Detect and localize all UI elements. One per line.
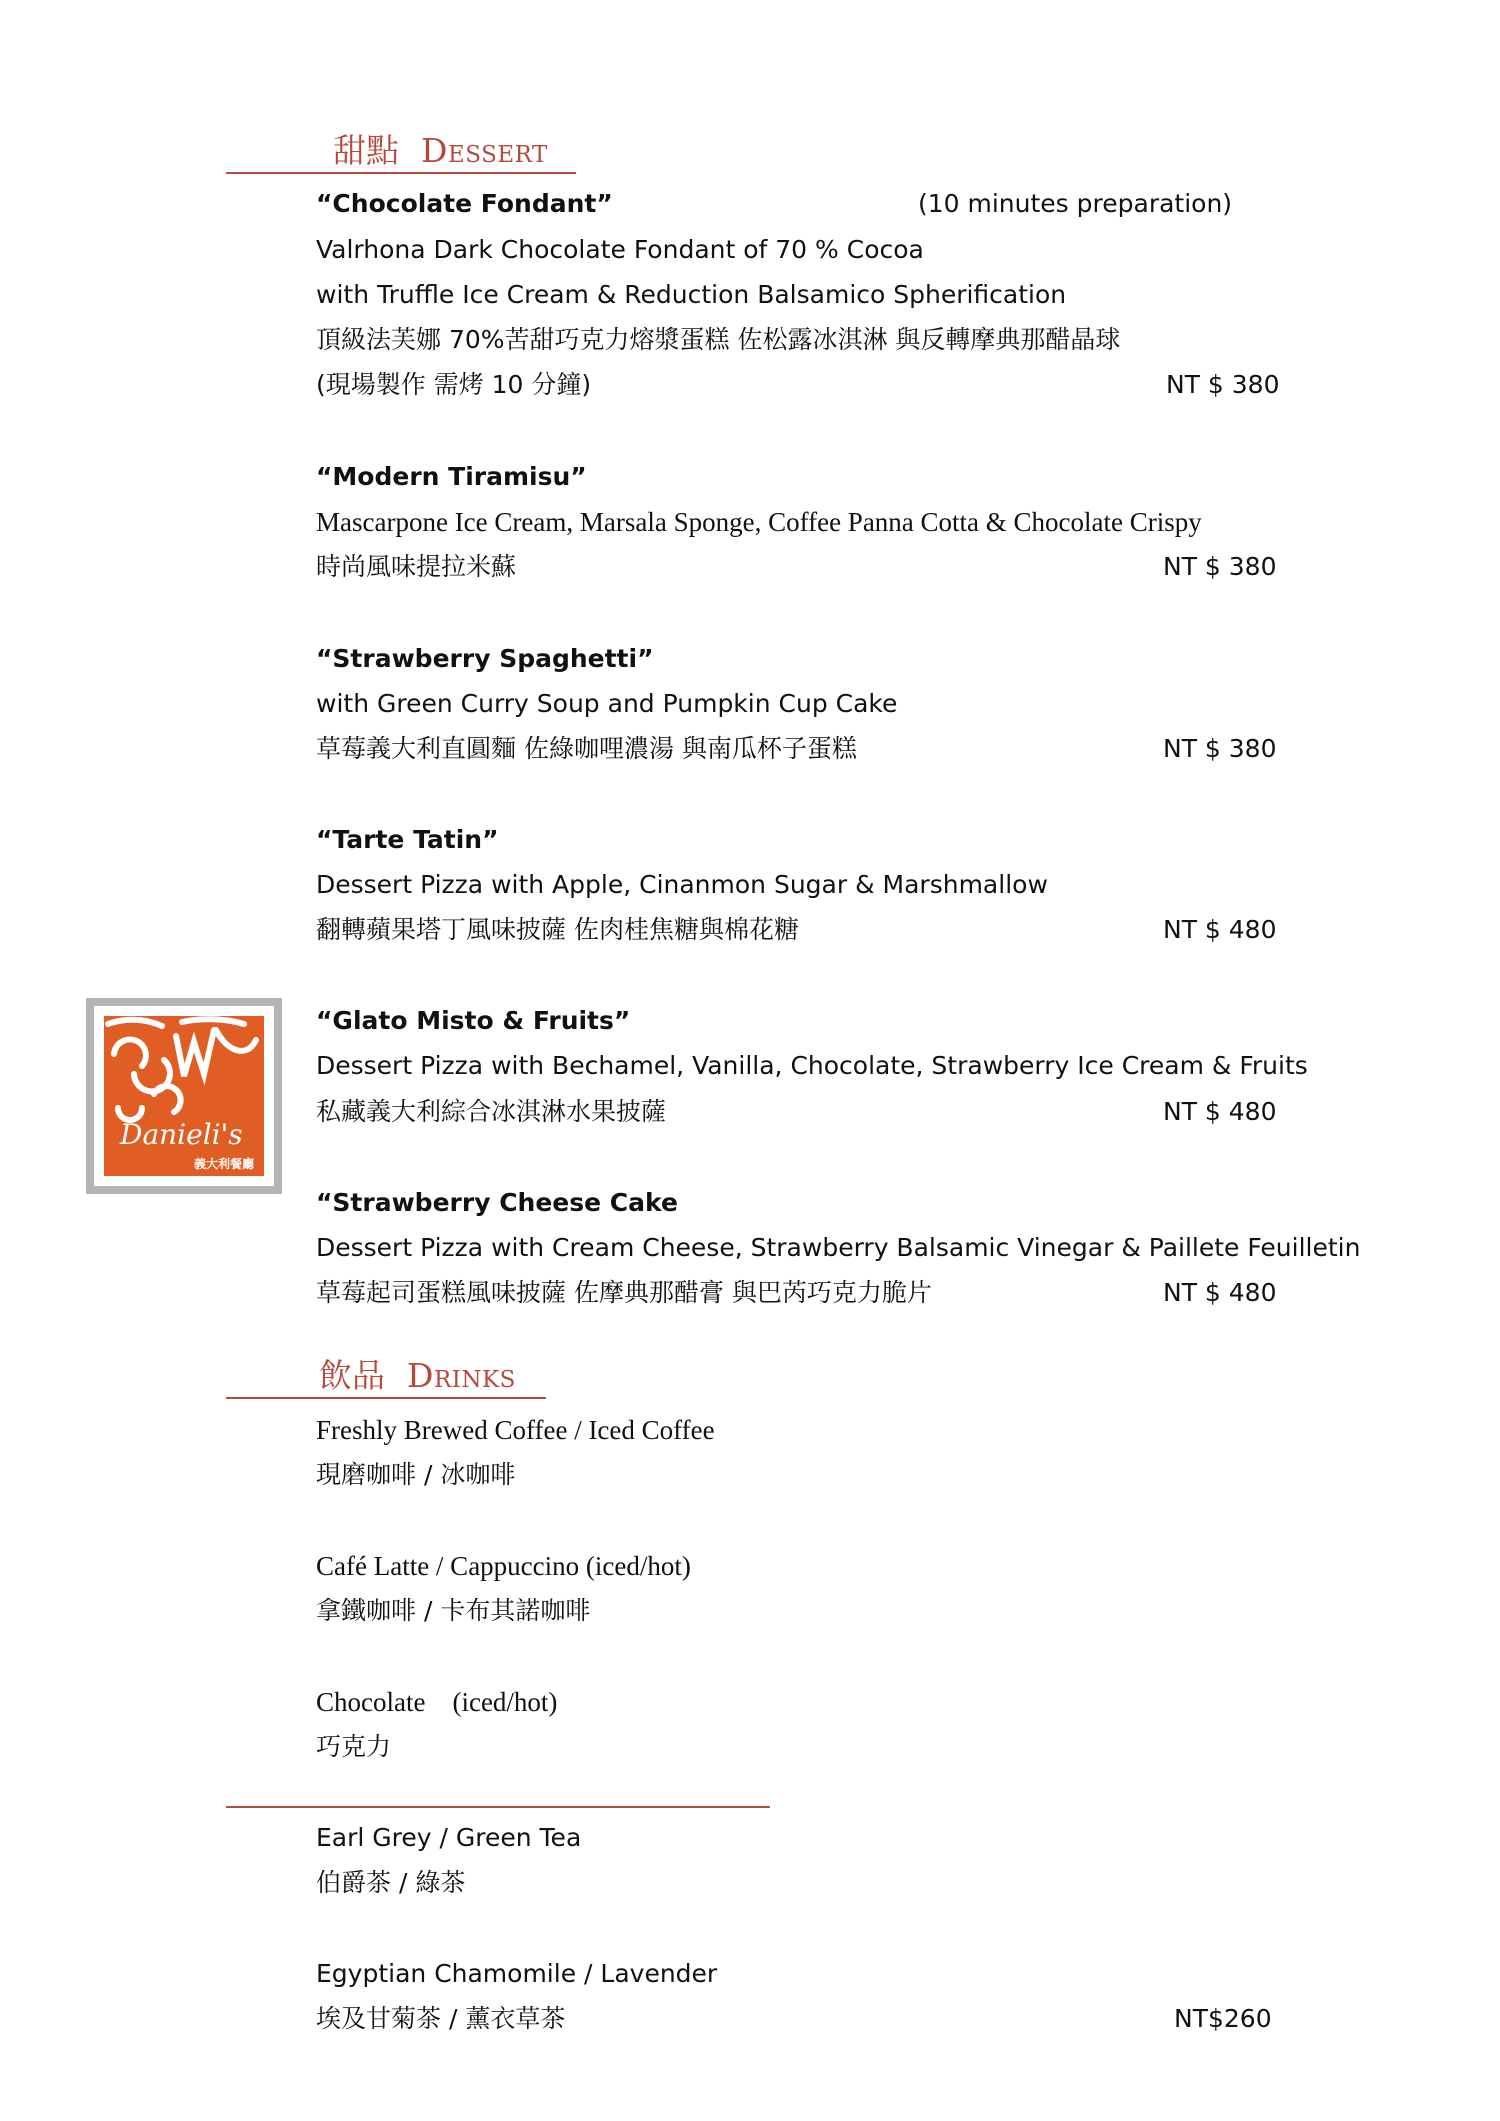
dessert-name: “Strawberry Cheese Cake [316, 1188, 678, 1217]
drink-name-zh: 拿鐵咖啡 / 卡布其諾咖啡 [316, 1596, 591, 1625]
drinks-header-rule [226, 1397, 546, 1399]
drinks-divider [226, 1806, 770, 1808]
dessert-price: NT $ 480 [1163, 1278, 1277, 1307]
dessert-price: NT $ 480 [1163, 915, 1277, 944]
logo-chinese-name: 義大利餐廳 [194, 1157, 255, 1171]
dessert-section-header [226, 124, 576, 174]
dessert-header-rule [226, 172, 576, 174]
dessert-description-zh: 草莓義大利直圓麵 佐綠咖哩濃湯 與南瓜杯子蛋糕 [316, 734, 857, 763]
dessert-description-zh: 頂級法芙娜 70%苦甜巧克力熔漿蛋糕 佐松露冰淇淋 與反轉摩典那醋晶球 [316, 325, 1121, 354]
drink-name: Chocolate (iced/hot) [316, 1687, 558, 1717]
drink-name: Earl Grey / Green Tea [316, 1823, 582, 1852]
dessert-name: “Chocolate Fondant” [316, 189, 613, 218]
dessert-description-zh: (現場製作 需烤 10 分鐘) [316, 370, 592, 399]
dessert-price: NT $ 380 [1163, 734, 1277, 763]
dessert-description: Dessert Pizza with Bechamel, Vanilla, Chocolate, Strawberry Ice Cream & Fruits [316, 1051, 1308, 1080]
drink-name-zh: 伯爵茶 / 綠茶 [316, 1868, 466, 1897]
dessert-description: with Green Curry Soup and Pumpkin Cup Cake [316, 689, 898, 718]
logo-artwork [104, 1016, 264, 1176]
dessert-description: Mascarpone Ice Cream, Marsala Sponge, Coffee Panna Cotta & Chocolate Crispy [316, 507, 1202, 537]
drink-name: Café Latte / Cappuccino (iced/hot) [316, 1551, 691, 1581]
logo-script: Danieli's [120, 1118, 243, 1151]
dessert-price: NT $ 380 [1163, 552, 1277, 581]
dessert-title-en: Dessert [421, 131, 548, 170]
drinks-price: NT$260 [1174, 2004, 1272, 2033]
dessert-title-zh: 甜點 [333, 131, 399, 170]
logo-badge [104, 1016, 264, 1176]
drinks-title [319, 1350, 516, 1397]
dessert-description: Valrhona Dark Chocolate Fondant of 70 % Cocoa [316, 235, 924, 264]
dessert-description: Dessert Pizza with Apple, Cinanmon Sugar & Marshmallow [316, 870, 1048, 899]
dessert-description: Dessert Pizza with Cream Cheese, Strawberry Balsamic Vinegar & Paillete Feuilletin [316, 1233, 1361, 1262]
dessert-price: NT $ 480 [1163, 1097, 1277, 1126]
drinks-title-zh: 飲品 [319, 1356, 385, 1395]
drink-name-zh: 現磨咖啡 / 冰咖啡 [316, 1460, 516, 1489]
drinks-section-header [226, 1349, 546, 1399]
drink-name: Freshly Brewed Coffee / Iced Coffee [316, 1415, 715, 1445]
dessert-price: NT $ 380 [1166, 370, 1280, 399]
dessert-title [333, 125, 548, 172]
dessert-description-zh: 私藏義大利綜合冰淇淋水果披薩 [316, 1097, 667, 1126]
dessert-name: “Glato Misto & Fruits” [316, 1006, 631, 1035]
drink-name-zh: 巧克力 [316, 1732, 392, 1761]
dessert-description-zh: 翻轉蘋果塔丁風味披薩 佐肉桂焦糖與棉花糖 [316, 915, 799, 944]
drink-name: Egyptian Chamomile / Lavender [316, 1959, 718, 1988]
dessert-name: “Tarte Tatin” [316, 825, 499, 854]
dessert-description-zh: 草莓起司蛋糕風味披薩 佐摩典那醋膏 與巴芮巧克力脆片 [316, 1278, 932, 1307]
dessert-description-zh: 時尚風味提拉米蘇 [316, 552, 517, 581]
drink-name-zh: 埃及甘菊茶 / 薰衣草茶 [316, 2004, 566, 2033]
restaurant-logo [86, 998, 282, 1194]
dessert-name: “Strawberry Spaghetti” [316, 644, 654, 673]
drinks-title-en: Drinks [407, 1356, 516, 1395]
dessert-description: with Truffle Ice Cream & Reduction Balsamico Spherification [316, 280, 1067, 309]
dessert-name: “Modern Tiramisu” [316, 462, 587, 491]
preparation-note: (10 minutes preparation) [918, 189, 1233, 218]
